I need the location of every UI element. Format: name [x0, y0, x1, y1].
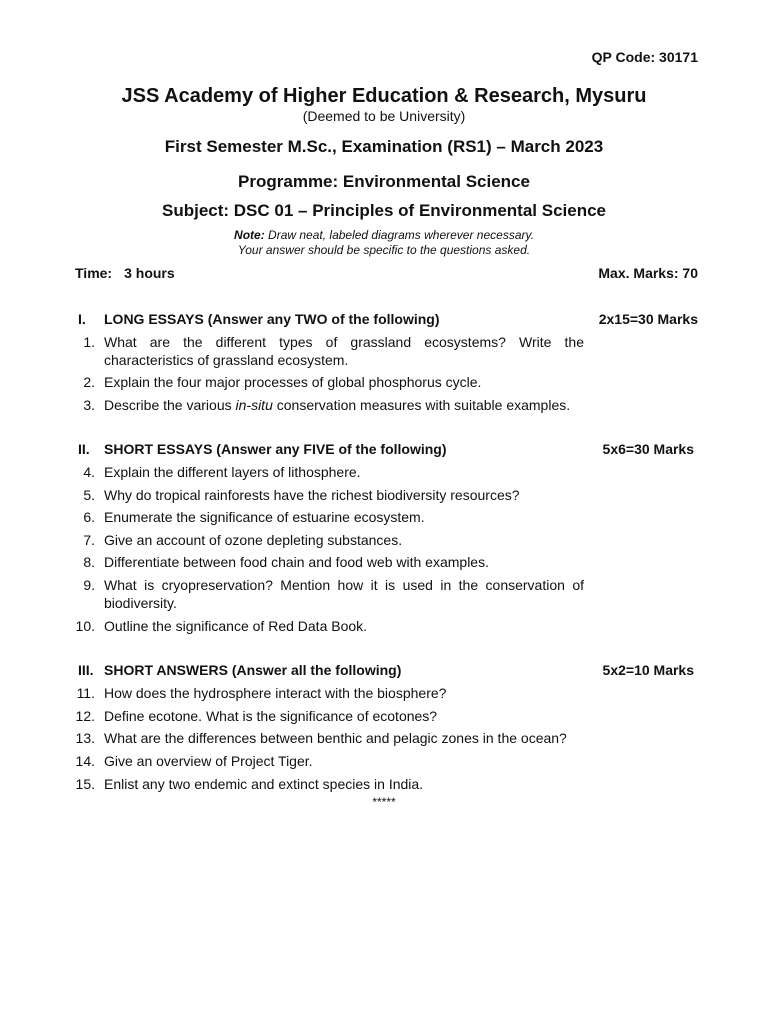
time-label: Time: — [75, 265, 113, 281]
note-label: Note: — [234, 228, 265, 242]
note-text-1: Draw neat, labeled diagrams wherever necessary. — [264, 228, 534, 242]
section-title: LONG ESSAYS (Answer any TWO of the following) — [104, 311, 440, 327]
question-number: 11. — [76, 685, 95, 701]
question-text-part: conservation measures with suitable examples. — [272, 397, 571, 413]
question-text: What are the differences between benthic and pelagic zones in the ocean? — [104, 730, 567, 746]
section-marks: 5x6=30 Marks — [602, 441, 694, 457]
question-number: 15. — [75, 776, 95, 792]
time-marks-row — [75, 265, 698, 281]
question-text: How does the hydrosphere interact with the biosphere? — [104, 685, 447, 701]
question-number: 9. — [83, 577, 95, 593]
question-text: Differentiate between food chain and food web with examples. — [104, 554, 489, 570]
question-number: 6. — [83, 509, 95, 525]
max-marks: Max. Marks: 70 — [598, 265, 698, 281]
university-subtitle: (Deemed to be University) — [302, 108, 466, 124]
question-text: What is cryopreservation? Mention how it is used in the conservation of biodiversity. — [104, 577, 584, 611]
question-text: Give an account of ozone depleting substances. — [104, 532, 403, 548]
exam-title: First Semester M.Sc., Examination (RS1) – March 2023 — [164, 137, 604, 156]
question-text: Give an overview of Project Tiger. — [104, 753, 313, 769]
time-info — [75, 265, 175, 281]
question-number: 5. — [83, 487, 95, 503]
question-number: 14. — [75, 753, 95, 769]
section-title: SHORT ANSWERS (Answer all the following) — [104, 662, 402, 678]
question-number: 8. — [83, 554, 95, 570]
section-title: SHORT ESSAYS (Answer any FIVE of the following) — [104, 441, 447, 457]
section-marks: 2x15=30 Marks — [598, 311, 698, 327]
question-number: 10. — [75, 618, 95, 634]
question-number: 2. — [83, 374, 95, 390]
end-marker: ***** — [372, 795, 396, 809]
question-text: Enlist any two endemic and extinct species in India. — [104, 776, 424, 792]
question-text-italic: in-situ — [235, 397, 273, 413]
question-number: 7. — [83, 532, 95, 548]
question-text: Explain the different layers of lithosphere. — [104, 464, 361, 480]
time-value: 3 hours — [124, 265, 175, 281]
question-text: Outline the significance of Red Data Book. — [104, 618, 368, 634]
qp-code: QP Code: 30171 — [591, 49, 698, 65]
question-number: 3. — [83, 397, 95, 413]
question-number: 1. — [83, 334, 95, 350]
question-text — [104, 396, 584, 414]
question-text: What are the different types of grassland ecosystems? Write the characteristics of grassland ecosystem. — [104, 334, 584, 368]
question-number: 4. — [83, 464, 95, 480]
section-marks: 5x2=10 Marks — [602, 662, 694, 678]
section-numeral: I. — [78, 311, 86, 327]
question-text: Why do tropical rainforests have the richest biodiversity resources? — [104, 487, 520, 503]
university-title: JSS Academy of Higher Education & Research, Mysuru — [121, 85, 647, 107]
note-line-1 — [0, 228, 768, 242]
question-number: 13. — [75, 730, 95, 746]
note-line-2: Your answer should be specific to the questions asked. — [237, 243, 531, 257]
subject-title: Subject: DSC 01 – Principles of Environmental Science — [161, 201, 607, 220]
question-number: 12. — [75, 708, 95, 724]
question-text: Define ecotone. What is the significance of ecotones? — [104, 708, 438, 724]
section-numeral: III. — [78, 662, 94, 678]
question-text-part: Describe the various — [104, 397, 236, 413]
section-numeral: II. — [78, 441, 90, 457]
question-text: Explain the four major processes of global phosphorus cycle. — [104, 374, 482, 390]
programme-title: Programme: Environmental Science — [238, 172, 530, 191]
question-text: Enumerate the significance of estuarine ecosystem. — [104, 509, 425, 525]
